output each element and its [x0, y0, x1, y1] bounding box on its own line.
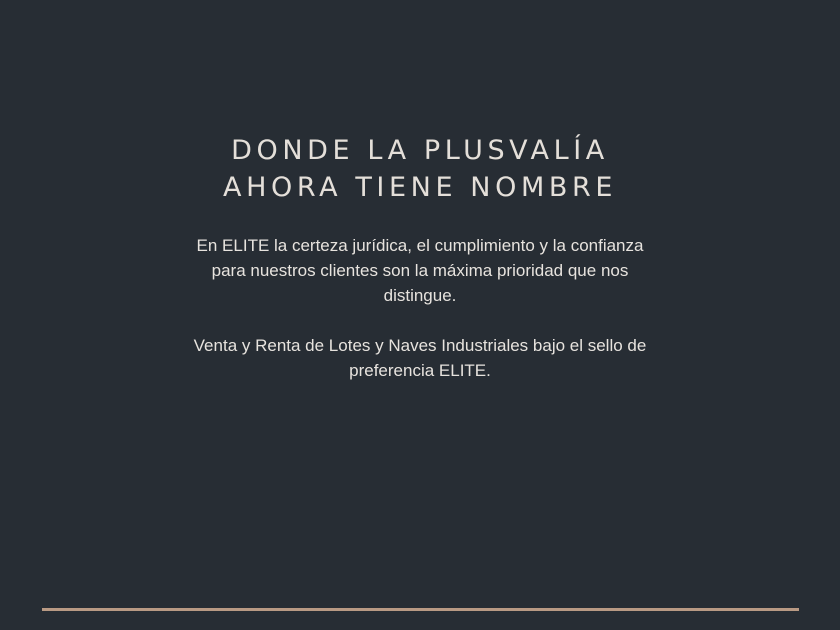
- footer-accent-divider: [42, 608, 799, 611]
- hero-headline-line-2: AHORA TIENE NOMBRE: [223, 172, 617, 203]
- hero-section: [0, 132, 840, 383]
- hero-headline-line-1: DONDE LA PLUSVALÍA: [231, 135, 609, 166]
- hero-offer-text: Venta y Renta de Lotes y Naves Industriales bajo el sello de preferencia ELITE.: [193, 336, 647, 380]
- hero-intro-text: En ELITE la certeza jurídica, el cumplimiento y la confianza para nuestros clientes son la máxima prioridad que nos distingue.: [196, 236, 644, 305]
- hero-headline: [0, 132, 840, 206]
